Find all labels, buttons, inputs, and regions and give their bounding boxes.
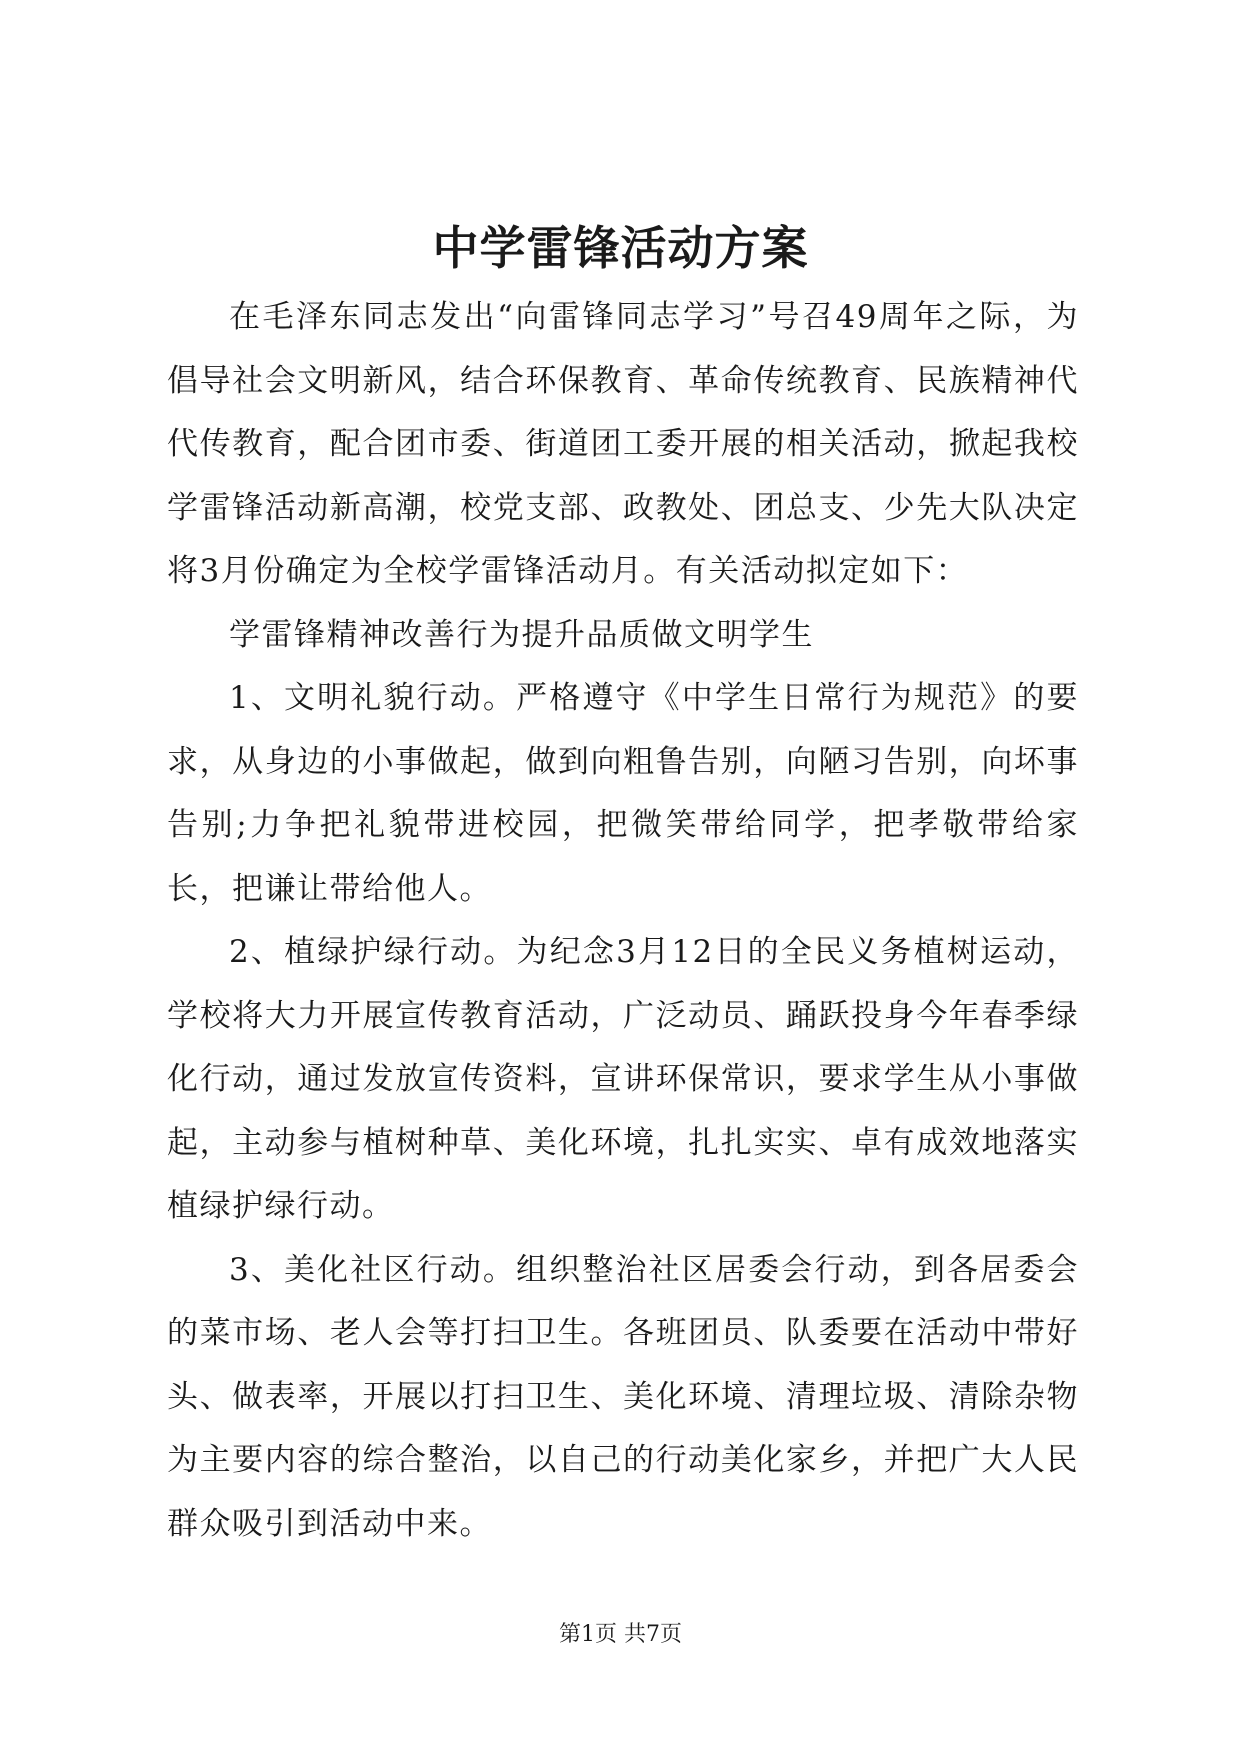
page-footer: 第1页 共7页 <box>559 1622 682 1647</box>
document-body <box>167 286 1079 1556</box>
paragraph-item-3: 3、美化社区行动。组织整治社区居委会行动，到各居委会的菜市场、老人会等打扫卫生。各班团员、队委要在活动中带好头、做表率，开展以打扫卫生、美化环境、清理垃圾、清除杂物为主要内容的综合整治，以自己的行动美化家乡，并把广大人民群众吸引到活动中来。 <box>167 1251 1079 1542</box>
paragraph-theme: 学雷锋精神改善行为提升品质做文明学生 <box>229 616 814 653</box>
document-title: 中学雷锋活动方案 <box>432 221 809 275</box>
paragraph-intro: 在毛泽东同志发出“向雷锋同志学习”号召49周年之际，为倡导社会文明新风，结合环保教育、革命传统教育、民族精神代代传教育，配合团市委、街道团工委开展的相关活动，掀起我校学雷锋活动新高潮，校党支部、政教处、团总支、少先大队决定将3月份确定为全校学雷锋活动月。有关活动拟定如下： <box>167 299 1079 589</box>
paragraph-item-1: 1、文明礼貌行动。严格遵守《中学生日常行为规范》的要求，从身边的小事做起，做到向粗鲁告别，向陋习告别，向坏事告别;力争把礼貌带进校园，把微笑带给同学，把孝敬带给家长，把谦让带给他人。 <box>167 680 1079 907</box>
paragraph-item-2: 2、植绿护绿行动。为纪念3月12日的全民义务植树运动，学校将大力开展宣传教育活动，广泛动员、踊跃投身今年春季绿化行动，通过发放宣传资料，宣讲环保常识，要求学生从小事做起，主动参与植树种草、美化环境，扎扎实实、卓有成效地落实植绿护绿行动。 <box>167 934 1079 1224</box>
